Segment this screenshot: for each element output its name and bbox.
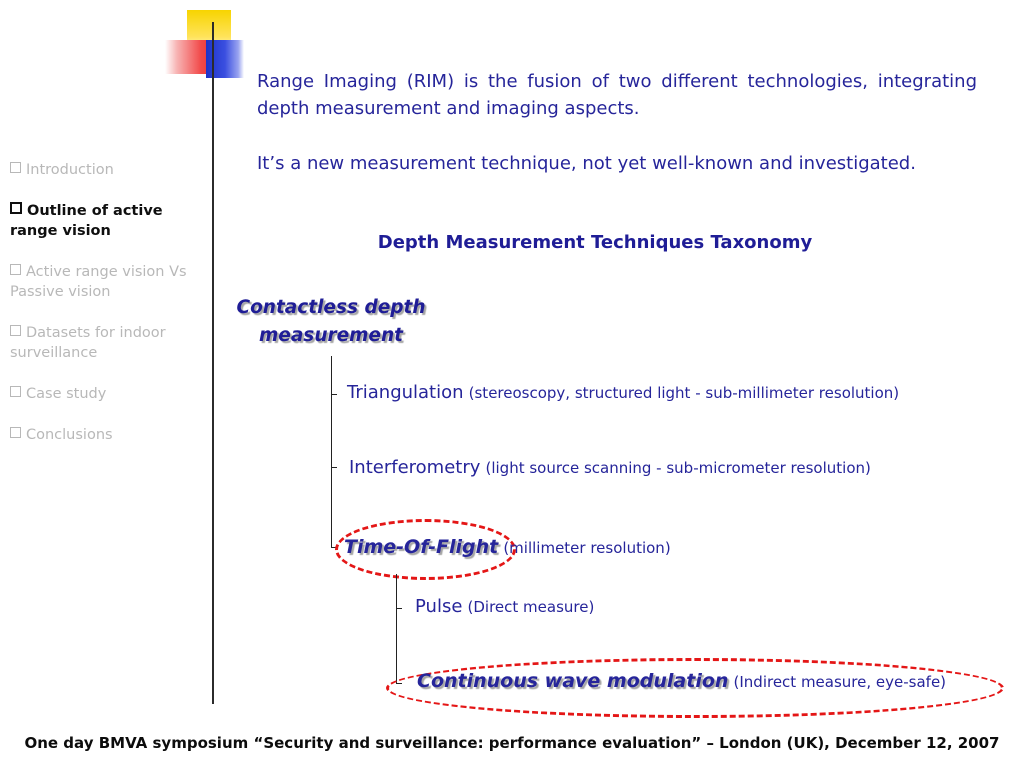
intro-paragraph: Range Imaging (RIM) is the fusion of two different technologies, integrating depth measurement and imaging aspects. (257, 71, 977, 119)
tree-branch-pulse (396, 608, 402, 609)
sidebar-item-label: Outline of active range vision (10, 203, 163, 239)
sidebar-item-introduction[interactable] (10, 160, 205, 180)
sidebar-item-datasets[interactable] (10, 323, 205, 363)
tof-subtree-line (396, 574, 397, 684)
taxonomy-heading: Depth Measurement Techniques Taxonomy (377, 232, 813, 253)
cwm-label: Continuous wave modulation (417, 670, 729, 692)
pulse-detail: (Direct measure) (467, 598, 595, 616)
sidebar-item-case-study[interactable] (10, 384, 205, 404)
cwm-item (417, 670, 946, 692)
vertical-divider (212, 22, 214, 704)
sidebar-item-outline[interactable] (10, 201, 205, 241)
sidebar-item-conclusions[interactable] (10, 425, 205, 445)
checkbox-icon (10, 202, 22, 214)
checkbox-icon (10, 264, 21, 275)
interferometry-item (349, 457, 871, 478)
cwm-detail: (Indirect measure, eye-safe) (733, 673, 947, 691)
sidebar-item-label: Case study (26, 386, 107, 402)
sidebar-nav (10, 160, 205, 466)
taxonomy-root-label: Contactless depth measurement (236, 297, 426, 346)
tof-item (344, 536, 671, 558)
pulse-item (415, 596, 594, 617)
tof-detail: (millimeter resolution) (503, 539, 671, 557)
new-technique-paragraph: It’s a new measurement technique, not yet well-known and investigated. (257, 153, 916, 174)
triangulation-item (347, 382, 899, 403)
tree-branch-interferometry (331, 467, 337, 468)
interferometry-label: Interferometry (349, 457, 481, 478)
sidebar-item-label: Datasets for indoor surveillance (10, 325, 166, 361)
footer-caption: One day BMVA symposium “Security and surveillance: performance evaluation” – London (UK), December 12, 2007 (24, 734, 1000, 752)
triangulation-detail: (stereoscopy, structured light - sub-millimeter resolution) (468, 384, 900, 402)
interferometry-detail: (light source scanning - sub-micrometer resolution) (485, 459, 871, 477)
triangulation-label: Triangulation (347, 382, 464, 403)
checkbox-icon (10, 325, 21, 336)
sidebar-item-active-vs-passive[interactable] (10, 262, 205, 302)
sidebar-item-label: Active range vision Vs Passive vision (10, 264, 187, 300)
tof-label: Time-Of-Flight (344, 536, 499, 558)
tree-branch-triangulation (331, 394, 337, 395)
checkbox-icon (10, 386, 21, 397)
checkbox-icon (10, 427, 21, 438)
pulse-label: Pulse (415, 596, 463, 617)
sidebar-item-label: Conclusions (26, 427, 113, 443)
sidebar-item-label: Introduction (26, 162, 114, 178)
tree-trunk-line (331, 356, 332, 548)
checkbox-icon (10, 162, 21, 173)
